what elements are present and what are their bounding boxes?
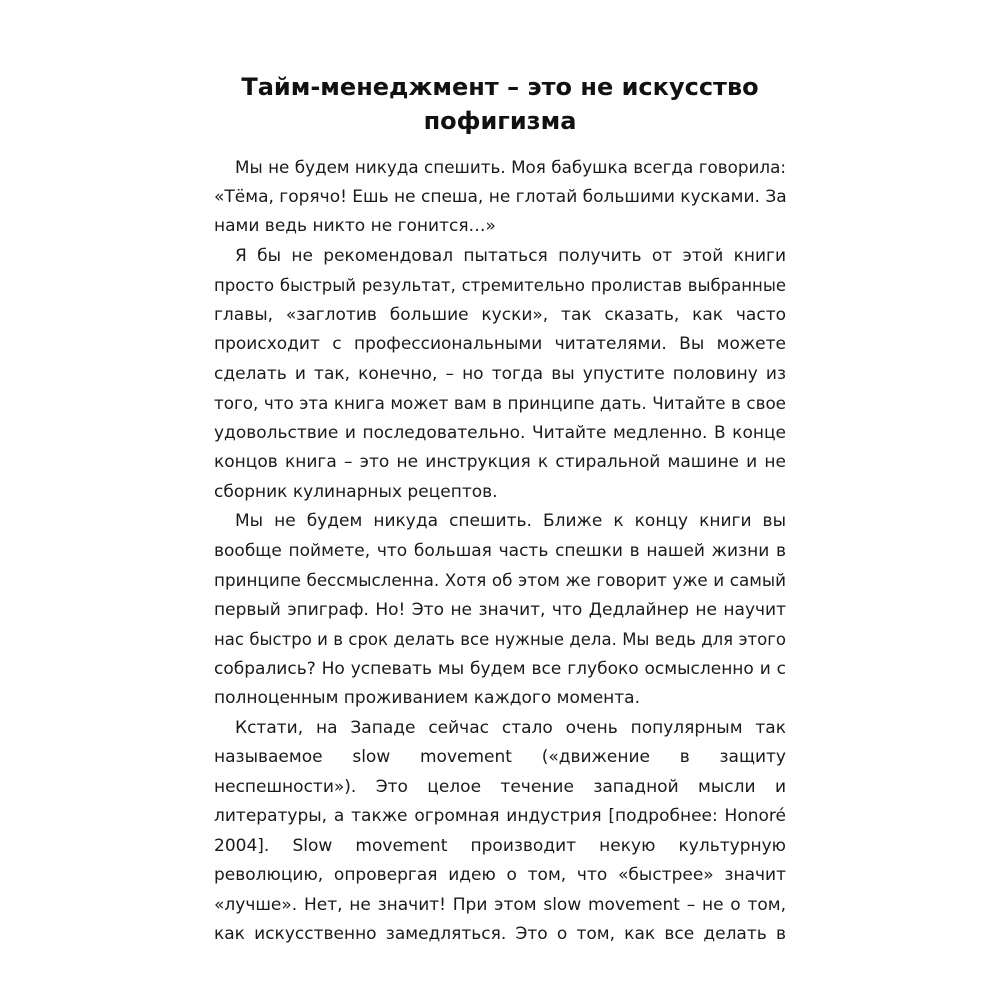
chapter-title-line-1: Тайм-менеджмент – это не искусство — [241, 73, 759, 101]
text-line: сборник кулинарных рецептов. — [214, 481, 498, 502]
text-line: концов книга – это не инструкция к стиральной машине и не — [214, 452, 786, 472]
chapter-title-line-2: пофигизма — [423, 107, 577, 135]
text-line: собрались? Но успевать мы будем все глубоко осмысленно и с — [214, 658, 786, 679]
body-text — [214, 153, 786, 950]
text-line: просто быстрый результат, стремительно пролистав выбранные — [214, 276, 786, 295]
text-line: Мы не будем никуда спешить. Моя бабушка всегда говорила: — [235, 157, 786, 177]
text-line: вообще поймете, что большая часть спешки в нашей жизни в — [214, 540, 786, 561]
text-line: неспешности»). Это целое течение западной мысли и — [214, 776, 786, 797]
text-line: удовольствие и последовательно. Читайте медленно. В конце — [214, 422, 786, 443]
text-line: как искусственно замедляться. Это о том, как все делать в — [214, 924, 786, 944]
text-line: главы, «заглотив большие куски», так сказать, как часто — [214, 304, 786, 325]
text-line: полноценным проживанием каждого момента. — [214, 688, 641, 708]
text-line: принципе бессмысленна. Хотя об этом же говорит уже и самый — [214, 570, 786, 590]
text-line: «лучше». Нет, не значит! При этом slow movement – не о том, — [214, 894, 786, 915]
text-line: первый эпиграф. Но! Это не значит, что Дедлайнер не научит — [214, 599, 786, 620]
text-line: нами ведь никто не гонится…» — [214, 216, 496, 236]
text-line: Кстати, на Западе сейчас стало очень популярным так — [235, 717, 786, 738]
text-line: «Тёма, горячо! Ешь не спеша, не глотай большими кусками. За — [214, 186, 787, 207]
text-line: того, что эта книга может вам в принципе дать. Читайте в свое — [214, 393, 786, 413]
text-line: Мы не будем никуда спешить. Ближе к концу книги вы — [235, 511, 786, 531]
text-line: сделать и так, конечно, – но тогда вы упустите половину из — [214, 363, 786, 384]
text-line: происходит с профессиональными читателями. Вы можете — [214, 334, 786, 354]
chapter-title — [180, 70, 820, 138]
text-line: Я бы не рекомендовал пытаться получить от этой книги — [235, 245, 786, 266]
text-line: революцию, опровергая идею о том, что «быстрее» значит — [214, 865, 786, 885]
text-line: называемое slow movement («движение в защиту — [214, 747, 786, 767]
text-line: 2004]. Slow movement производит некую культурную — [214, 835, 786, 856]
text-line: нас быстро и в срок делать все нужные дела. Мы ведь для этого — [214, 630, 786, 649]
text-line: литературы, а также огромная индустрия [подробнее: Honoré — [214, 806, 786, 826]
